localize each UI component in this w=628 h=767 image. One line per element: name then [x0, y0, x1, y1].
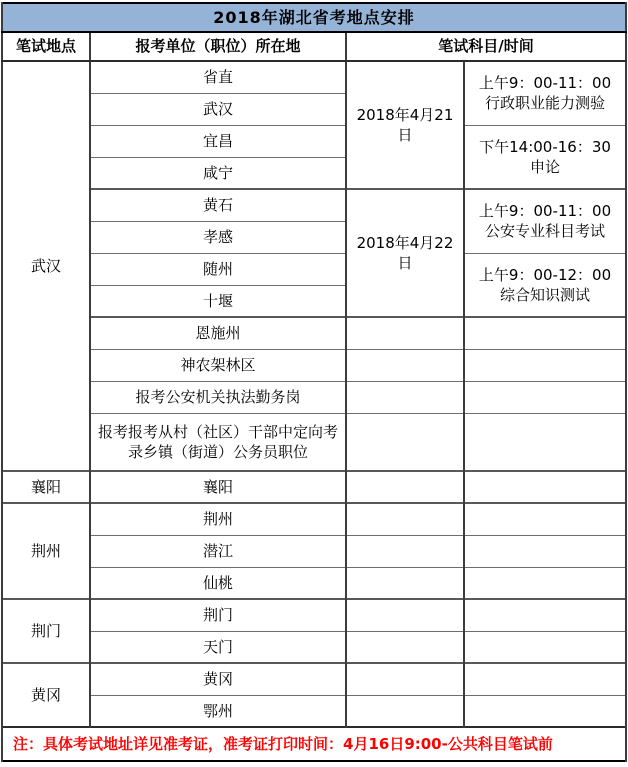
unit-cell: 恩施州 — [90, 317, 346, 349]
empty-date-cell — [346, 503, 464, 535]
unit-cell: 武汉 — [90, 93, 346, 125]
empty-subject-cell — [464, 599, 626, 631]
empty-subject-cell — [464, 413, 626, 471]
unit-cell: 报考报考从村（社区）干部中定向考录乡镇（街道）公务员职位 — [90, 413, 346, 471]
slot-time: 上午9：00-11：00 — [478, 74, 612, 92]
unit-cell: 天门 — [90, 631, 346, 663]
empty-date-cell — [346, 381, 464, 413]
subject-time-cell — [464, 61, 626, 125]
table-row — [2, 535, 626, 567]
empty-date-cell — [346, 567, 464, 599]
footnote-row — [2, 727, 626, 761]
empty-subject-cell — [464, 381, 626, 413]
date-cell-april-22: 2018年4月22日 — [346, 189, 464, 317]
location-cell-jingmen: 荆门 — [2, 599, 90, 663]
slot-time: 下午14:00-16：30 — [479, 137, 611, 156]
empty-date-cell — [346, 317, 464, 349]
table-row — [2, 381, 626, 413]
table-row — [2, 317, 626, 349]
empty-date-cell — [346, 599, 464, 631]
location-cell-jingzhou: 荆州 — [2, 503, 90, 599]
empty-subject-cell — [464, 471, 626, 503]
slot-subject: 公安专业科目考试 — [485, 222, 606, 241]
unit-cell: 襄阳 — [90, 471, 346, 503]
table-row — [2, 599, 626, 631]
empty-subject-cell — [464, 535, 626, 567]
unit-cell: 随州 — [90, 253, 346, 285]
empty-date-cell — [346, 535, 464, 567]
unit-cell: 宜昌 — [90, 125, 346, 157]
table-row — [2, 61, 626, 93]
table-row — [2, 253, 626, 285]
empty-subject-cell — [464, 663, 626, 695]
column-header-subject-time: 笔试科目/时间 — [346, 32, 626, 61]
table-row — [2, 189, 626, 221]
slot-subject: 申论 — [530, 157, 561, 176]
exam-schedule-table — [1, 2, 627, 762]
column-header-unit: 报考单位（职位）所在地 — [90, 32, 346, 61]
table-row — [2, 471, 626, 503]
table-row — [2, 631, 626, 663]
unit-cell: 神农架林区 — [90, 349, 346, 381]
location-cell-huanggang: 黄冈 — [2, 663, 90, 727]
subject-time-cell — [464, 253, 626, 317]
empty-date-cell — [346, 349, 464, 381]
table-row — [2, 503, 626, 535]
column-header-row — [2, 32, 626, 61]
unit-cell: 仙桃 — [90, 567, 346, 599]
unit-cell: 鄂州 — [90, 695, 346, 727]
unit-cell: 黄石 — [90, 189, 346, 221]
empty-subject-cell — [464, 349, 626, 381]
table-row — [2, 663, 626, 695]
unit-cell: 黄冈 — [90, 663, 346, 695]
unit-cell: 荆门 — [90, 599, 346, 631]
empty-subject-cell — [464, 503, 626, 535]
unit-cell: 十堰 — [90, 285, 346, 317]
empty-date-cell — [346, 695, 464, 727]
subject-time-cell — [464, 125, 626, 189]
column-header-location: 笔试地点 — [2, 32, 90, 61]
table-row — [2, 695, 626, 727]
table-row — [2, 413, 626, 471]
unit-cell: 省直 — [90, 61, 346, 93]
unit-cell: 咸宁 — [90, 157, 346, 189]
empty-subject-cell — [464, 631, 626, 663]
unit-cell: 荆州 — [90, 503, 346, 535]
location-cell-wuhan: 武汉 — [2, 61, 90, 471]
location-cell-xiangyang: 襄阳 — [2, 471, 90, 503]
empty-subject-cell — [464, 317, 626, 349]
slot-time: 上午9：00-11：00 — [478, 202, 612, 220]
unit-cell: 潜江 — [90, 535, 346, 567]
table-row — [2, 567, 626, 599]
empty-date-cell — [346, 471, 464, 503]
footnote-text: 注：具体考试地址详见准考证，准考证打印时间：4月16日9:00-公共科目笔试前 — [2, 727, 626, 761]
table-row — [2, 125, 626, 157]
title-row — [2, 3, 626, 32]
table-row — [2, 349, 626, 381]
empty-subject-cell — [464, 695, 626, 727]
slot-time: 上午9：00-12：00 — [478, 265, 612, 284]
subject-time-cell — [464, 189, 626, 253]
page-title: 2018年湖北省考地点安排 — [2, 3, 626, 32]
unit-cell: 孝感 — [90, 221, 346, 253]
empty-date-cell — [346, 631, 464, 663]
empty-date-cell — [346, 413, 464, 471]
empty-date-cell — [346, 663, 464, 695]
unit-cell: 报考公安机关执法勤务岗 — [90, 381, 346, 413]
slot-subject: 行政职业能力测验 — [485, 94, 606, 113]
empty-subject-cell — [464, 567, 626, 599]
date-cell-april-21: 2018年4月21日 — [346, 61, 464, 189]
slot-subject: 综合知识测试 — [500, 285, 591, 304]
